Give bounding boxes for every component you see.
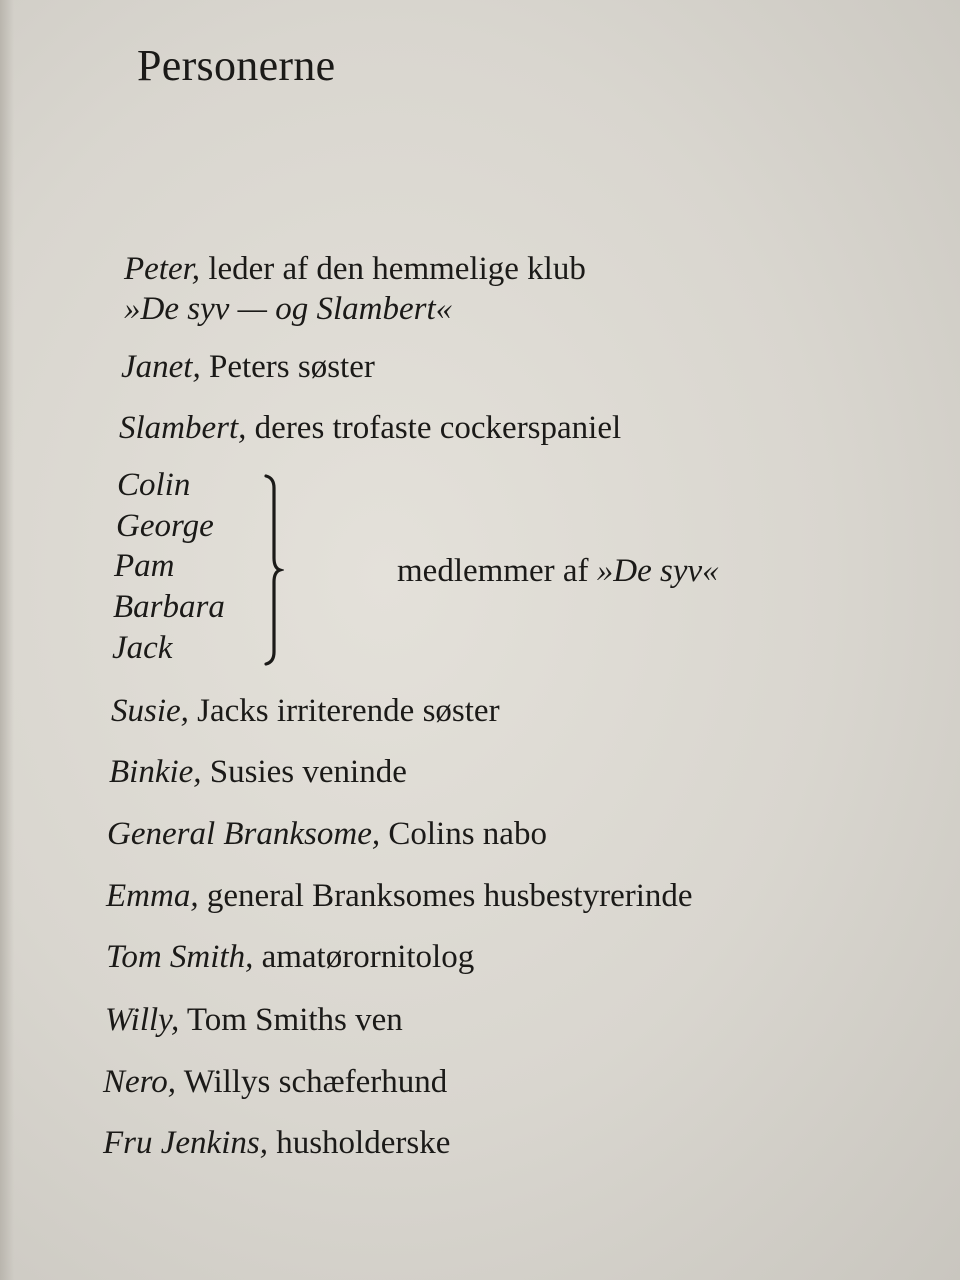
page-edge bbox=[0, 0, 14, 1280]
character-name: General Branksome, bbox=[107, 816, 381, 852]
character-description: Willys schæferhund bbox=[183, 1064, 448, 1100]
character-willy bbox=[105, 1004, 403, 1037]
character-general-branksome bbox=[107, 818, 547, 851]
character-name: Susie, bbox=[111, 693, 189, 729]
character-binkie bbox=[109, 756, 407, 789]
character-description: leder af den hemmelige klub bbox=[208, 251, 586, 287]
character-name: Willy, bbox=[105, 1002, 180, 1038]
group-description bbox=[397, 555, 719, 588]
character-description: Susies veninde bbox=[209, 754, 407, 790]
character-susie bbox=[111, 695, 500, 728]
member-pam: Pam bbox=[114, 548, 175, 584]
character-nero bbox=[103, 1066, 447, 1099]
character-name: Peter, bbox=[124, 251, 201, 287]
character-description: deres trofaste cockerspaniel bbox=[254, 410, 622, 446]
member-barbara: Barbara bbox=[113, 589, 225, 625]
group-description-text: medlemmer af bbox=[397, 553, 597, 589]
character-description: amatørornitolog bbox=[261, 939, 475, 975]
character-description: Colins nabo bbox=[388, 816, 547, 852]
character-description: husholderske bbox=[276, 1125, 451, 1161]
member-colin: Colin bbox=[117, 467, 191, 503]
member-george: George bbox=[116, 508, 214, 544]
character-name: Tom Smith, bbox=[106, 939, 254, 975]
page-title: Personerne bbox=[137, 41, 336, 90]
character-description: Tom Smiths ven bbox=[186, 1002, 403, 1038]
group-club-name: »De syv« bbox=[596, 553, 719, 589]
character-description: general Branksomes husbestyrerinde bbox=[206, 878, 693, 914]
character-emma bbox=[106, 880, 693, 913]
character-peter bbox=[124, 253, 586, 286]
character-description: Jacks irriterende søster bbox=[197, 693, 500, 729]
character-name: Emma, bbox=[106, 878, 199, 914]
club-name: »De syv — og Slambert« bbox=[124, 291, 453, 327]
character-name: Binkie, bbox=[109, 754, 202, 790]
character-name: Nero, bbox=[103, 1064, 177, 1100]
character-tom-smith bbox=[106, 941, 474, 974]
character-janet bbox=[121, 351, 375, 384]
character-description: Peters søster bbox=[208, 349, 375, 385]
character-name: Slambert, bbox=[119, 410, 247, 446]
character-name: Fru Jenkins, bbox=[103, 1125, 268, 1161]
member-jack: Jack bbox=[112, 630, 173, 666]
character-slambert bbox=[119, 412, 621, 445]
brace-icon bbox=[262, 474, 284, 666]
character-fru-jenkins bbox=[103, 1127, 450, 1160]
character-name: Janet, bbox=[121, 349, 201, 385]
